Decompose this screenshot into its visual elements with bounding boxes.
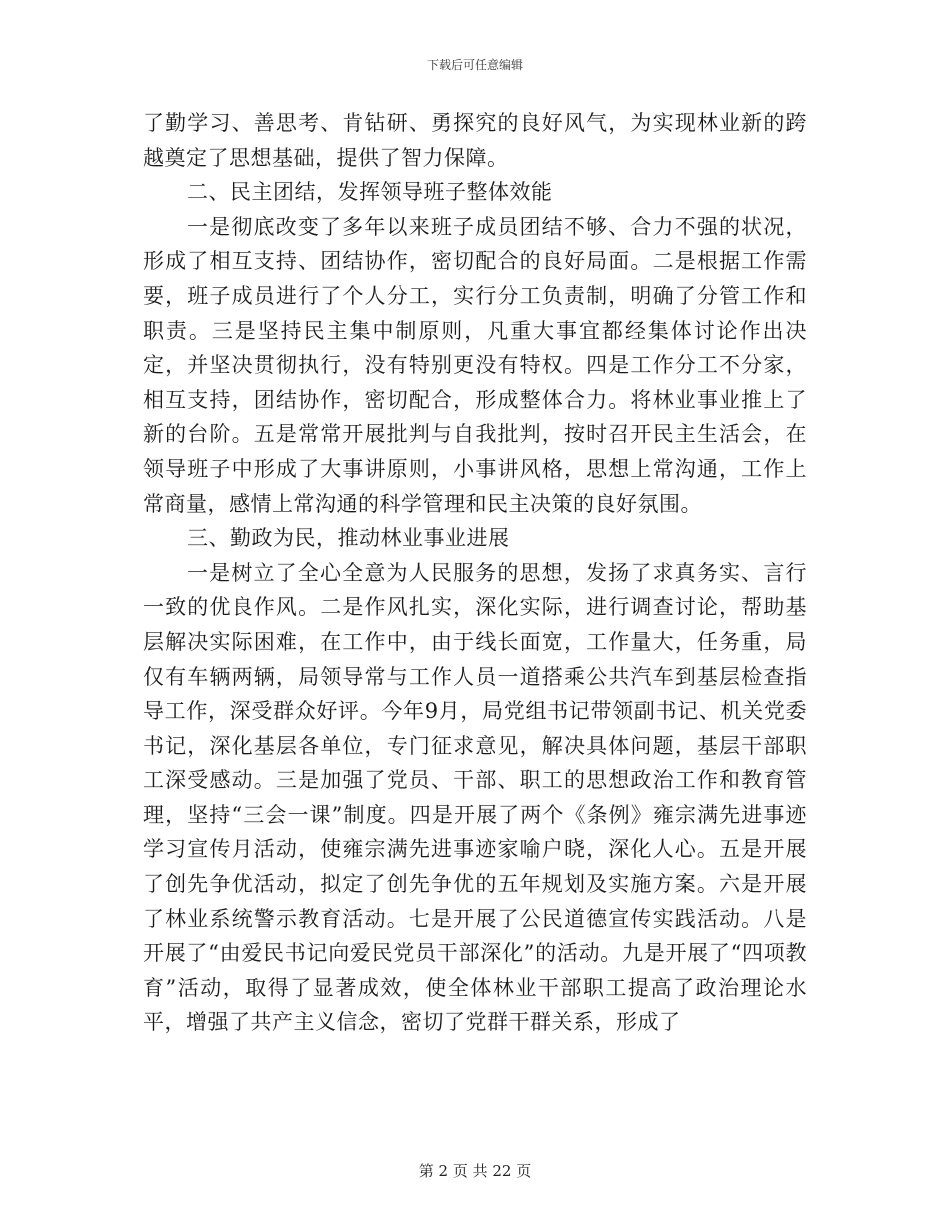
page-header-note: 下载后可任意编辑: [426, 58, 523, 72]
document-body: [143, 106, 807, 1040]
paragraph-continuation: 了勤学习、善思考、肯钻研、勇探究的良好风气，为实现林业新的跨越奠定了思想基础，提供了智力保障。: [143, 111, 807, 170]
paragraph-unity: 一是彻底改变了多年以来班子成员团结不够、合力不强的状况，形成了相互支持、团结协作，密切配合的良好局面。二是根据工作需要，班子成员进行了个人分工，实行分工负责制，明确了分管工作和职责。三是坚持民主集中制原则，凡重大事宜都经集体讨论作出决定，并坚决贯彻执行，没有特别更没有特权。四是工作分工不分家，相互支持，团结协作，密切配合，形成整体合力。将林业事业推上了新的台阶。五是常常开展批判与自我批判，按时召开民主生活会，在领导班子中形成了大事讲原则，小事讲风格，思想上常沟通，工作上常商量，感情上常沟通的科学管理和民主决策的良好氛围。: [143, 214, 807, 516]
page-number-footer: 第 2 页 共 22 页: [418, 1162, 532, 1180]
section-heading-3: 三、勤政为民，推动林业事业进展: [187, 526, 510, 551]
paragraph-service: 一是树立了全心全意为人民服务的思想，发扬了求真务实、言行一致的优良作风。二是作风扎实，深化实际，进行调查讨论，帮助基层解决实际困难，在工作中，由于线长面宽，工作量大，任务重，局仅有车辆两辆，局领导常与工作人员一道搭乘公共汽车到基层检查指导工作，深受群众好评。今年9月，局党组书记带领副书记、机关党委书记，深化基层各单位，专门征求意见，解决具体问题，基层干部职工深受感动。三是加强了党员、干部、职工的思想政治工作和教育管理，坚持“三会一课”制度。四是开展了两个《条例》雍宗满先进事迹学习宣传月活动，使雍宗满先进事迹家喻户晓，深化人心。五是开展了创先争优活动，拟定了创先争优的五年规划及实施方案。六是开展了林业系统警示教育活动。七是开展了公民道德宣传实践活动。八是开展了“由爱民书记向爱民党员干部深化”的活动。九是开展了“四项教育”活动，取得了显著成效，使全体林业干部职工提高了政治理论水平，增强了共产主义信念，密切了党群干群关系，形成了: [143, 560, 807, 1035]
section-heading-2: 二、民主团结，发挥领导班子整体效能: [187, 180, 553, 205]
